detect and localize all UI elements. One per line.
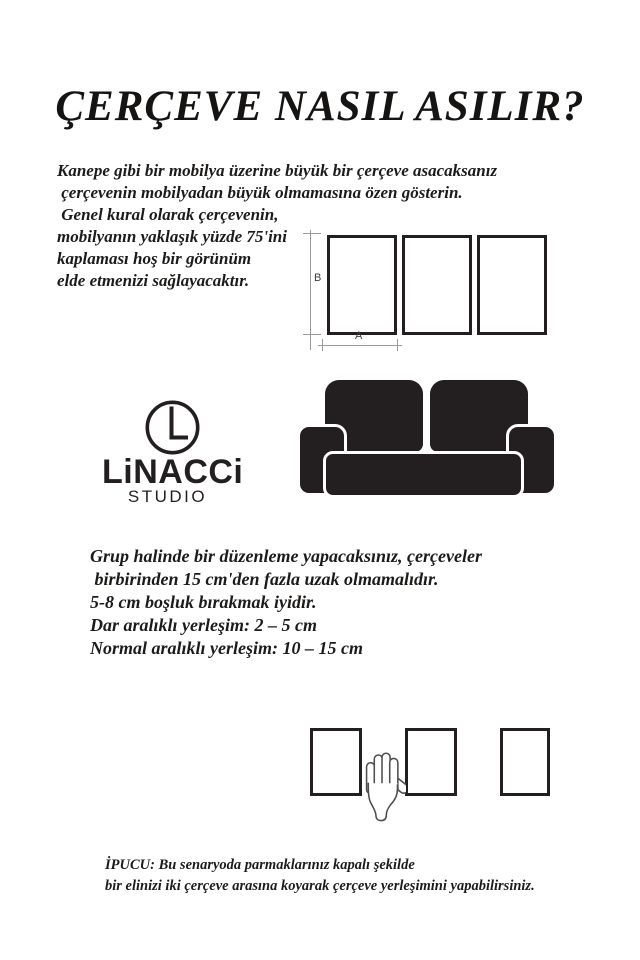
sofa-illustration (292, 378, 562, 498)
clock-l-icon (144, 399, 201, 456)
width-dimension-label: A (355, 330, 363, 342)
tip-text (105, 855, 535, 897)
intro-line: mobilyanın yaklaşık yüzde 75'ini (57, 227, 287, 246)
picture-frame (477, 235, 547, 335)
tip-line: bir elinizi iki çerçeve arasına koyarak çerçeve yerleşimini yapabilirsiniz. (105, 878, 535, 894)
spacing-line: Normal aralıklı yerleşim: 10 – 15 cm (90, 638, 363, 658)
dimension-tick (303, 334, 321, 335)
intro-line: çerçevenin mobilyadan büyük olmamasına özen gösterin. (57, 183, 463, 202)
hand-icon (358, 745, 406, 825)
picture-frame (310, 728, 362, 796)
dimension-tick (303, 233, 321, 234)
spacing-line: birbirinden 15 cm'den fazla uzak olmamalıdır. (90, 569, 439, 589)
tip-line: İPUCU: Bu senaryoda parmaklarınız kapalı şekilde (105, 857, 415, 873)
logo-subtitle: STUDIO (127, 487, 208, 506)
intro-line: Genel kural olarak çerçevenin, (57, 205, 279, 224)
logo-wordmark: LiNACCi (102, 453, 244, 491)
dimension-tick (322, 339, 323, 351)
page-title: ÇERÇEVE NASIL ASILIR? (55, 83, 585, 130)
height-dimension-line (310, 230, 311, 350)
picture-frame (405, 728, 457, 796)
width-dimension-line (318, 345, 402, 346)
height-dimension-label: B (314, 272, 322, 284)
intro-line: elde etmenizi sağlayacaktır. (57, 271, 250, 290)
intro-line: kaplaması hoş bir görünüm (57, 249, 252, 268)
spacing-line: 5-8 cm boşluk bırakmak iyidir. (90, 592, 317, 612)
spacing-text (90, 545, 482, 660)
spacing-line: Grup halinde bir düzenleme yapacaksınız, çerçeveler (90, 546, 482, 566)
spacing-line: Dar aralıklı yerleşim: 2 – 5 cm (90, 615, 317, 635)
dimension-tick (397, 339, 398, 351)
picture-frame (500, 728, 550, 796)
picture-frame (402, 235, 472, 335)
intro-line: Kanepe gibi bir mobilya üzerine büyük bir çerçeve asacaksanız (57, 161, 498, 180)
picture-frame (327, 235, 397, 335)
sofa-seat-cushion (323, 451, 524, 498)
